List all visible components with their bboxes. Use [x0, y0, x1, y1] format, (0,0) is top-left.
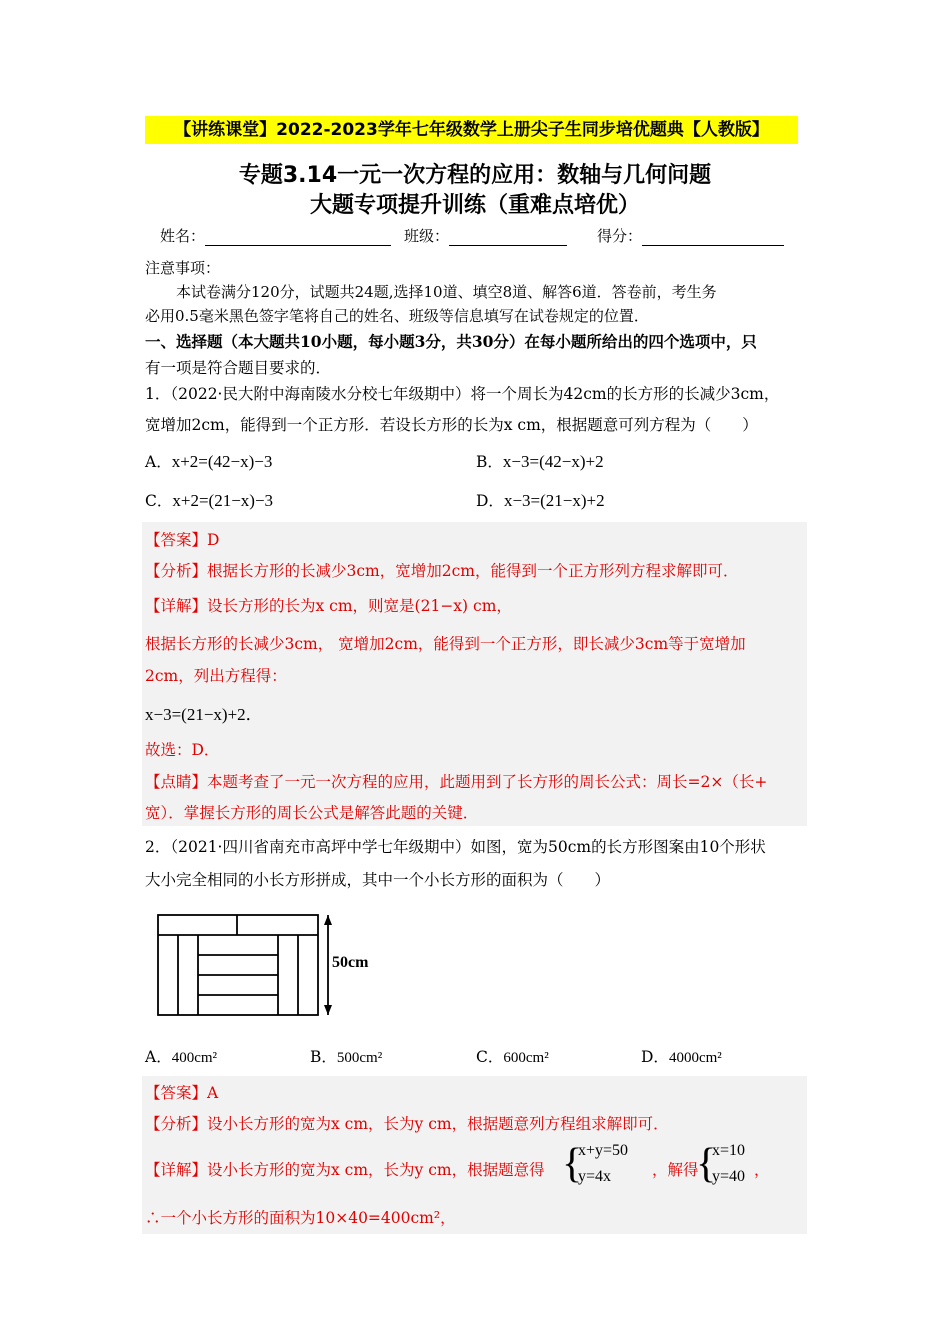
arrow-down-icon: [324, 1005, 332, 1015]
option-label: B．: [476, 453, 503, 471]
q1-choice: 故选：D．: [145, 741, 220, 759]
q2-option-c[interactable]: [476, 1045, 549, 1067]
notes-heading: 注意事项：: [145, 259, 221, 277]
option-expr: 600cm²: [503, 1050, 549, 1066]
q1-equation-text: x−3=(21−x)+2．: [145, 705, 263, 724]
q1-analysis: 【分析】根据长方形的长减少3cm，宽增加2cm，能得到一个正方形列方程求解即可．: [145, 562, 739, 580]
q1-comment-line2: 宽）．掌握长方形的周长公式是解答此题的关键．: [145, 804, 479, 822]
q2-answer: 【答案】A: [145, 1084, 219, 1102]
score-field[interactable]: [597, 225, 784, 246]
q2-option-b[interactable]: [310, 1045, 382, 1067]
option-label: D．: [476, 492, 504, 510]
option-label: B．: [310, 1048, 337, 1066]
option-expr: 500cm²: [336, 1050, 383, 1066]
q2-analysis: 【分析】设小长方形的宽为x cm，长为y cm，根据题意列方程组求解即可．: [145, 1115, 669, 1133]
q1-stem-line2: 宽增加2cm，能得到一个正方形．若设长方形的长为x cm，根据题意可列方程为（ ）: [145, 416, 758, 434]
outer-rectangle: [158, 915, 318, 1015]
q1-option-c[interactable]: [145, 489, 273, 511]
q1-option-a[interactable]: [145, 450, 272, 472]
arrow-up-icon: [324, 915, 332, 925]
notes-line2: 必用0.5毫米黑色签字笔将自己的姓名、班级等信息填写在试卷规定的位置．: [145, 307, 649, 325]
q1-detail-line2: 根据长方形的长减少3cm， 宽增加2cm，能得到一个正方形，即长减少3cm等于宽增加: [145, 635, 746, 653]
name-label: 姓名：: [160, 227, 206, 245]
name-field[interactable]: [160, 225, 391, 246]
q2-system1-eq1: x+y=50: [578, 1142, 629, 1159]
class-blank[interactable]: [449, 229, 567, 246]
q2-system2-eq1: x=10: [712, 1142, 746, 1159]
q2-system1-eq2: y=4x: [578, 1168, 612, 1185]
q1-comment-line1: 【点睛】本题考查了一元一次方程的应用，此题用到了长方形的周长公式：周长=2×（长+: [145, 773, 768, 791]
option-expr: 400cm²: [171, 1050, 218, 1066]
q2-detail-prefix: 【详解】设小长方形的宽为x cm，长为y cm，根据题意得: [145, 1161, 545, 1179]
q2-detail-mid: ，解得: [652, 1161, 699, 1179]
option-label: A．: [145, 453, 172, 471]
option-expr: x+2=(21−x)−3: [172, 491, 274, 510]
q2-option-d[interactable]: [641, 1045, 722, 1067]
q2-option-a[interactable]: [145, 1045, 217, 1067]
q1-option-d[interactable]: [476, 489, 605, 511]
q2-stem-line2: 大小完全相同的小长方形拼成，其中一个小长方形的面积为（ ）: [145, 871, 611, 889]
q2-system2-brace: {: [696, 1141, 717, 1187]
option-label: C．: [145, 492, 173, 510]
q1-equation: [145, 700, 263, 725]
q1-option-b[interactable]: [476, 450, 604, 472]
option-label: A．: [145, 1048, 172, 1066]
q1-detail-line3: 2cm，列出方程得：: [145, 667, 287, 685]
q2-system1-brace: {: [562, 1141, 583, 1187]
option-expr: x−3=(42−x)+2: [502, 452, 604, 471]
q2-detail-end: ，: [754, 1161, 770, 1179]
q2-figure-label: 50cm: [332, 954, 369, 971]
page-title: 专题3.14一元一次方程的应用：数轴与几何问题: [238, 163, 712, 188]
q2-detail-line2: ∴一个小长方形的面积为10×40=400cm²，: [145, 1209, 456, 1227]
option-expr: 4000cm²: [668, 1050, 722, 1066]
notes-line1: 本试卷满分120分，试题共24题,选择10道、填空8道、解答6道．答卷前，考生务: [176, 283, 717, 301]
class-field[interactable]: [404, 225, 567, 246]
q2-stem-line1: 2．（2021·四川省南充市高坪中学七年级期中）如图，宽为50cm的长方形图案由10个形状: [145, 838, 766, 856]
score-blank[interactable]: [642, 229, 784, 246]
class-label: 班级：: [404, 227, 450, 245]
section1-line1: 一、选择题（本大题共10小题，每小题3分，共30分）在每小题所给出的四个选项中，只: [145, 332, 757, 351]
page-subtitle: 大题专项提升训练（重难点培优）: [309, 193, 640, 218]
option-label: D．: [641, 1048, 669, 1066]
option-expr: x+2=(42−x)−3: [171, 452, 273, 471]
q1-stem-line1: 1．（2022·民大附中海南陵水分校七年级期中）将一个周长为42cm的长方形的长减少3cm，: [145, 385, 780, 403]
q1-detail-line1: 【详解】设长方形的长为x cm，则宽是(21−x) cm，: [145, 597, 512, 615]
score-label: 得分：: [597, 227, 643, 245]
section1-line2: 有一项是符合题目要求的．: [145, 359, 332, 377]
q2-system2-eq2: y=40: [712, 1168, 746, 1185]
q1-answer: 【答案】D: [145, 531, 220, 549]
name-blank[interactable]: [205, 229, 391, 246]
header-banner: 【讲练课堂】2022-2023学年七年级数学上册尖子生同步培优题典【人教版】: [145, 116, 798, 144]
option-expr: x−3=(21−x)+2: [503, 491, 605, 510]
option-label: C．: [476, 1048, 504, 1066]
